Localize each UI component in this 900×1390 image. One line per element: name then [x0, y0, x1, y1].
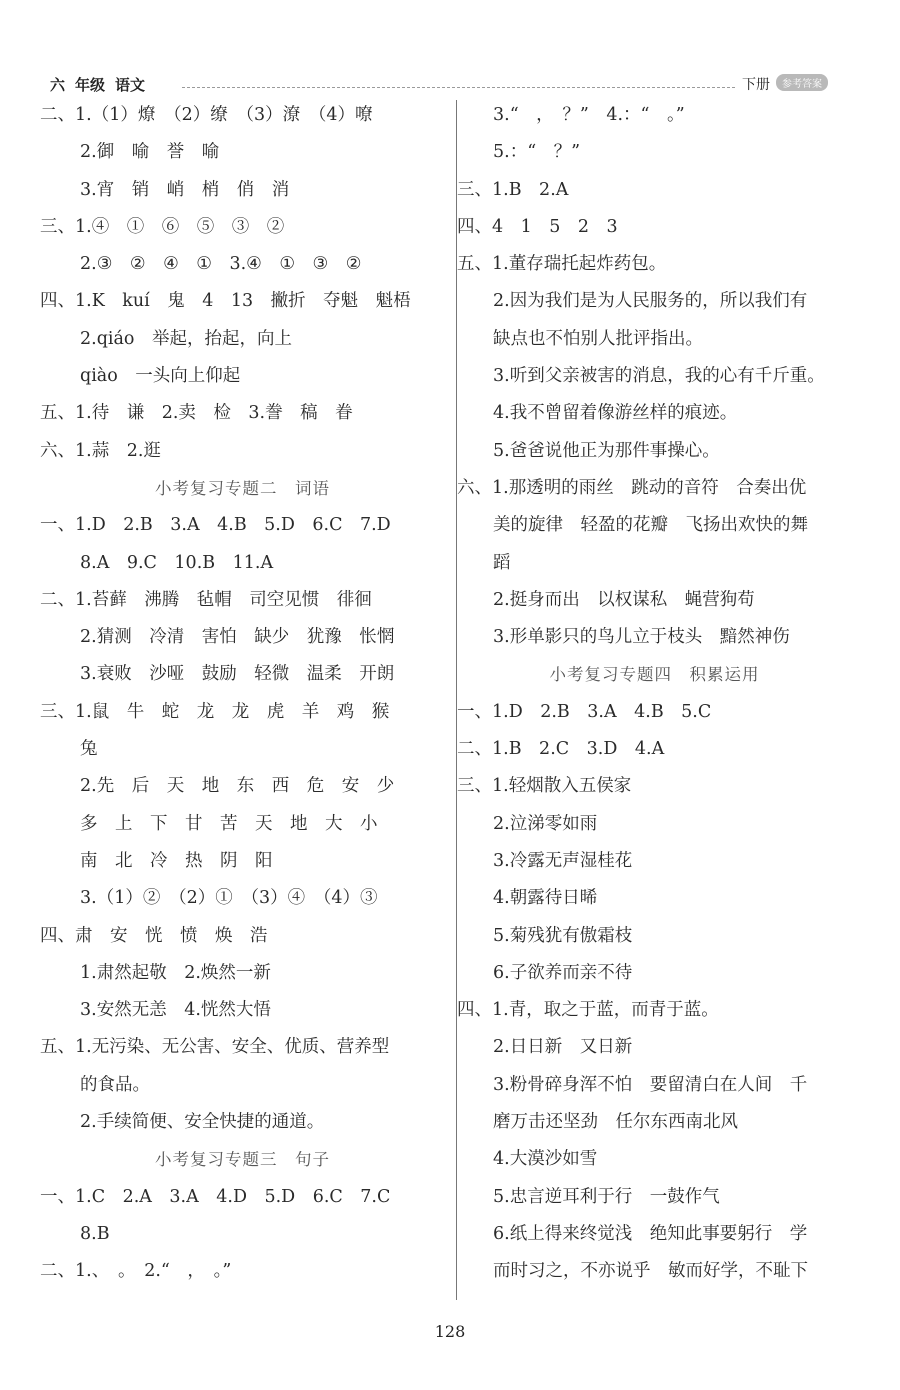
question-line: 三、1.B 2.A — [457, 179, 569, 200]
answer-line: 3.听到父亲被害的消息，我的心有千斤重。 — [493, 366, 825, 387]
answer-line: 2.因为我们是为人民服务的，所以我们有 — [493, 291, 808, 312]
answer-line: 2.先 后 天 地 东 西 危 安 少 — [80, 776, 395, 797]
answer-line: 2.日日新 又日新 — [493, 1037, 633, 1058]
answer-line: 2.御 喻 誉 喻 — [80, 142, 220, 163]
section-title: 小考复习专题二 词语 — [155, 478, 330, 498]
answer-line: 多 上 下 甘 苦 天 地 大 小 — [80, 813, 378, 834]
question-line: 五、1.无污染、无公害、安全、优质、营养型 — [40, 1037, 390, 1058]
answer-line: 4.朝露待日晞 — [493, 888, 598, 909]
answer-line: 2.挺身而出 以权谋私 蝇营狗苟 — [493, 589, 755, 610]
header-badge: 参考答案 — [776, 74, 828, 91]
answer-line: 而时习之，不亦说乎 敏而好学，不耻下 — [493, 1261, 808, 1282]
answer-line: 5.菊残犹有傲霜枝 — [493, 925, 633, 946]
section-title: 小考复习专题三 句子 — [155, 1150, 330, 1170]
right-column — [457, 97, 852, 1291]
question-line: 四、肃 安 恍 愤 焕 浩 — [40, 925, 268, 946]
answer-line: 3.“ ， ？” 4.：“ 。” — [493, 105, 685, 125]
answer-line: 4.大漠沙如雪 — [493, 1149, 598, 1170]
answer-line: 3.形单影只的鸟儿立于枝头 黯然神伤 — [493, 627, 790, 648]
section-title: 小考复习专题四 积累运用 — [549, 665, 760, 685]
answer-line: 磨万击还坚劲 任尔东西南北风 — [493, 1112, 738, 1133]
page-number: 128 — [434, 1322, 466, 1341]
answer-line: 3.粉骨碎身浑不怕 要留清白在人间 千 — [493, 1074, 808, 1095]
header-grade-label: 年级 — [75, 76, 106, 94]
header-subject: 语文 — [115, 76, 146, 94]
answer-line: 的食品。 — [80, 1074, 150, 1095]
header-rule — [182, 87, 735, 88]
question-line: 三、1.鼠 牛 蛇 龙 龙 虎 羊 鸡 猴 — [40, 701, 390, 722]
answer-line: 8.A 9.C 10.B 11.A — [80, 552, 274, 573]
answer-line: 3.宵 销 峭 梢 俏 消 — [80, 179, 290, 200]
answer-line: 兔 — [80, 739, 98, 760]
answer-line: 3.冷露无声湿桂花 — [493, 850, 633, 871]
answer-line: 2.泣涕零如雨 — [493, 813, 598, 834]
left-column — [40, 97, 445, 1291]
header-grade: 六 — [50, 76, 66, 94]
question-line: 一、1.C 2.A 3.A 4.D 5.D 6.C 7.C — [40, 1186, 391, 1207]
question-line: 二、1.苔藓 沸腾 毡帽 司空见惯 徘徊 — [40, 589, 372, 610]
question-line: 六、1.那透明的雨丝 跳动的音符 合奏出优 — [457, 477, 807, 498]
question-line: 二、1.B 2.C 3.D 4.A — [457, 739, 665, 760]
question-line: 一、1.D 2.B 3.A 4.B 5.C — [457, 701, 712, 722]
header-volume: 下册 — [742, 77, 770, 93]
answer-line: qiào 一头向上仰起 — [80, 366, 241, 387]
answer-line: 2.③ ② ④ ① 3.④ ① ③ ② — [80, 254, 362, 275]
answer-line: 2.猜测 冷清 害怕 缺少 犹豫 怅惘 — [80, 627, 395, 648]
header-grade-subject — [50, 74, 155, 95]
answer-line: 2.手续简便、安全快捷的通道。 — [80, 1112, 325, 1133]
answer-line: 蹈 — [493, 552, 511, 573]
question-line: 四、1.K kuí 鬼 4 13 撇折 夺魁 魁梧 — [40, 291, 411, 312]
answer-line: 美的旋律 轻盈的花瓣 飞扬出欢快的舞 — [493, 515, 808, 536]
answer-line: 6.子欲养而亲不待 — [493, 962, 633, 983]
answer-line: 3.（1）② （2）① （3）④ （4）③ — [80, 888, 378, 909]
answer-line: 1.肃然起敬 2.焕然一新 — [80, 962, 271, 983]
question-line: 四、1.青，取之于蓝，而青于蓝。 — [457, 1000, 719, 1021]
question-line: 一、1.D 2.B 3.A 4.B 5.D 6.C 7.D — [40, 515, 391, 536]
answer-line: 3.安然无恙 4.恍然大悟 — [80, 1000, 271, 1021]
question-line: 三、1.轻烟散入五侯家 — [457, 776, 632, 797]
answer-line: 4.我不曾留着像游丝样的痕迹。 — [493, 403, 738, 424]
page-header — [0, 0, 900, 100]
question-line: 三、1.④ ① ⑥ ⑤ ③ ② — [40, 216, 285, 237]
answer-line: 8.B — [80, 1223, 110, 1244]
answer-line: 缺点也不怕别人批评指出。 — [493, 328, 703, 349]
question-line: 五、1.董存瑞托起炸药包。 — [457, 254, 667, 275]
answer-line: 2.qiáo 举起，抬起，向上 — [80, 328, 292, 349]
answer-line: 5.：“ ？” — [493, 142, 581, 163]
watermark-logo — [708, 1296, 898, 1390]
question-line: 二、1.（1）燎 （2）缭 （3）潦 （4）嘹 — [40, 105, 373, 125]
answer-line: 南 北 冷 热 阴 阳 — [80, 850, 273, 871]
answer-line: 5.忠言逆耳利于行 一鼓作气 — [493, 1186, 720, 1207]
answer-line: 5.爸爸说他正为那件事操心。 — [493, 440, 720, 461]
question-line: 六、1.蒜 2.逛 — [40, 440, 161, 461]
question-line: 四、4 1 5 2 3 — [457, 216, 618, 237]
header-volume-block — [742, 74, 828, 94]
answer-line: 3.衰败 沙哑 鼓励 轻微 温柔 开朗 — [80, 664, 395, 685]
question-line: 二、1.、 。 2.“ ， 。” — [40, 1261, 232, 1282]
answer-line: 6.纸上得来终觉浅 绝知此事要躬行 学 — [493, 1223, 808, 1244]
question-line: 五、1.待 谦 2.卖 检 3.誊 稿 眷 — [40, 403, 353, 424]
